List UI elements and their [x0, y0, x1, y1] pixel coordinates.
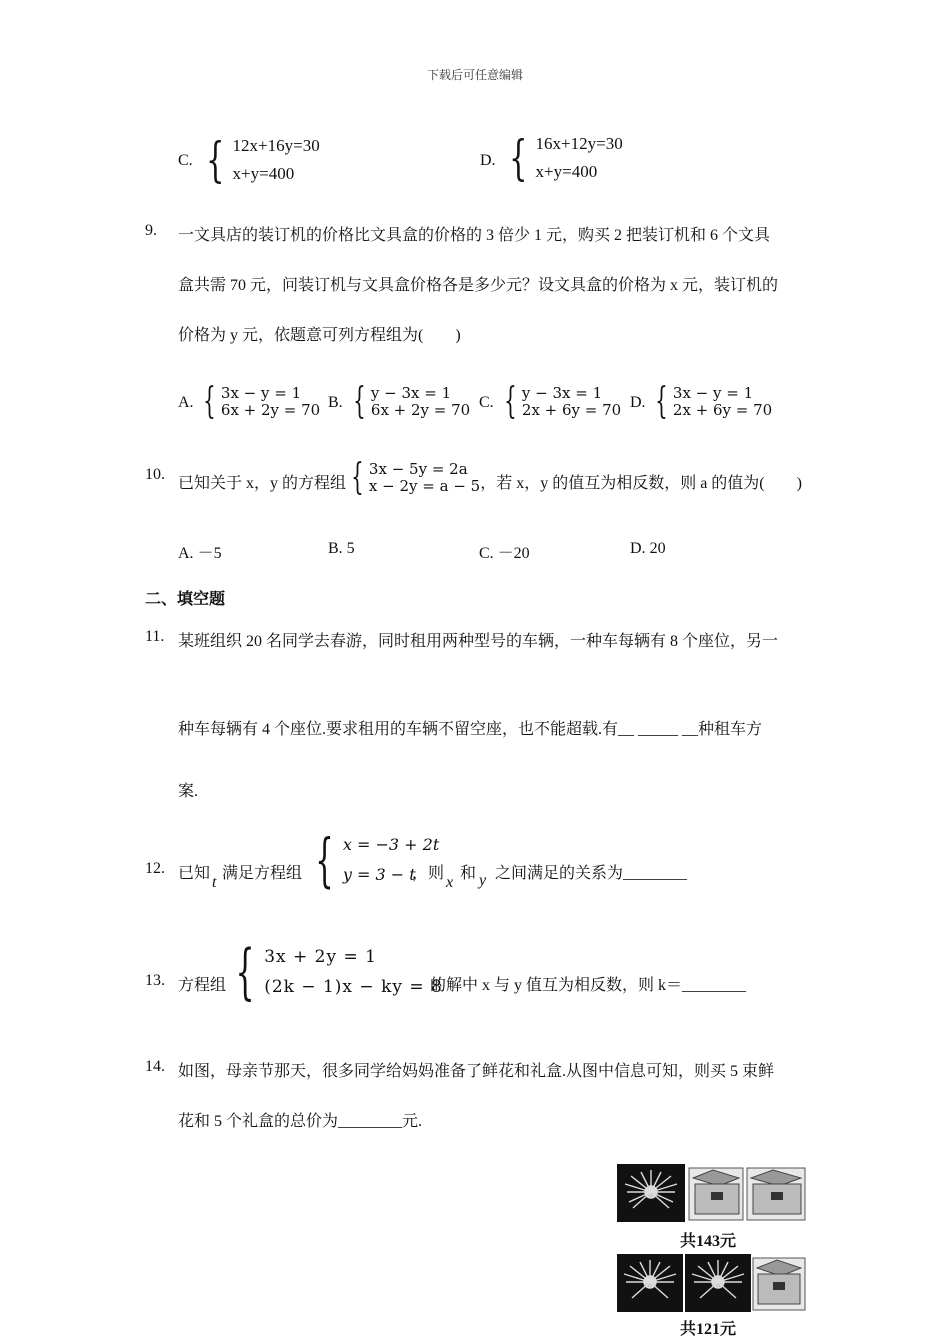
- gift-box-icon: [689, 1168, 743, 1220]
- q13-post: 的解中 x 与 y 值互为相反数，则 k＝________: [430, 977, 747, 994]
- q14-caption2: 共121元: [680, 1321, 737, 1338]
- q14-figure-row2: [617, 1254, 807, 1312]
- q10-eq1: 3x − 5y = 2a: [368, 460, 468, 478]
- brace-icon: {: [504, 381, 517, 422]
- q12-var-y: y: [479, 872, 487, 889]
- q14-figure-row1: [617, 1164, 807, 1222]
- q12-var-x: x: [446, 874, 454, 891]
- brace-icon: {: [655, 381, 668, 422]
- q12-eq1: x = −3 + 2t: [342, 835, 440, 854]
- q12-eq2: y = 3 − t: [342, 865, 416, 884]
- q9-d-eq2: 2x + 6y = 70: [672, 401, 773, 419]
- q9-option-b-label: B.: [328, 394, 343, 411]
- brace-icon: {: [509, 130, 528, 186]
- q10-option-c: C. －20: [479, 545, 530, 562]
- q14-line1: 如图，母亲节那天，很多同学给妈妈准备了鲜花和礼盒.从图中信息可知，则买 5 束鲜: [178, 1063, 775, 1080]
- q9-line3: 价格为 y 元，依题意可列方程组为( ): [178, 327, 461, 344]
- gift-box-icon: [747, 1168, 805, 1220]
- q13-system: [226, 937, 443, 1007]
- q11-line1: 某班组织 20 名同学去春游，同时租用两种型号的车辆，一种车每辆有 8 个座位，另一: [178, 633, 779, 650]
- page-header: 下载后可任意编辑: [426, 68, 523, 82]
- q8-option-c-label: C.: [178, 152, 193, 169]
- q12-pre: 已知: [178, 865, 211, 882]
- q9-option-c-system: [499, 381, 622, 422]
- q12-and: 和: [460, 865, 477, 882]
- q8-d-eq1: 16x+12y=30: [535, 134, 623, 153]
- q8-c-eq1: 12x+16y=30: [232, 136, 320, 155]
- brace-icon: {: [351, 457, 364, 498]
- q9-a-eq1: 3x − y = 1: [220, 384, 302, 402]
- q9-option-d-label: D.: [630, 394, 646, 411]
- q9-b-eq2: 6x + 2y = 70: [370, 401, 471, 419]
- q12-var-t: t: [212, 874, 217, 891]
- q13-eq2: (2k − 1)x − ky = 8: [264, 977, 443, 997]
- q11-line2: 种车每辆有 4 个座位.要求租用的车辆不留空座，也不能超载.有__ _____ __种租车方: [178, 721, 763, 738]
- section-title: 二、填空题: [145, 591, 226, 608]
- q10-pre: 已知关于 x，y 的方程组: [178, 474, 347, 492]
- q12-number: 12.: [145, 860, 165, 877]
- q11-number: 11.: [145, 628, 165, 645]
- flowers-and-box-image: [617, 1254, 807, 1312]
- brace-icon: {: [235, 937, 255, 1007]
- gift-box-icon: [753, 1258, 805, 1310]
- q9-c-eq2: 2x + 6y = 70: [521, 401, 622, 419]
- q14-caption1: 共143元: [680, 1233, 737, 1250]
- q13-number: 13.: [145, 972, 165, 989]
- q13-pre: 方程组: [178, 977, 227, 994]
- q9-c-eq1: y − 3x = 1: [521, 384, 603, 402]
- q8-c-eq2: x+y=400: [232, 164, 295, 183]
- q8-option-d-system: [503, 130, 623, 186]
- q11-line3: 案.: [178, 783, 199, 800]
- q9-option-a-system: [198, 381, 321, 422]
- q8-option-c-system: [200, 132, 320, 188]
- q9-b-eq1: y − 3x = 1: [370, 384, 452, 402]
- q9-a-eq2: 6x + 2y = 70: [220, 401, 321, 419]
- q13-eq1: 3x + 2y = 1: [264, 947, 377, 967]
- q14-number: 14.: [145, 1058, 165, 1075]
- q10-option-a: A. －5: [178, 545, 222, 562]
- q9-line1: 一文具店的装订机的价格比文具盒的价格的 3 倍少 1 元，购买 2 把装订机和 6 个文具: [178, 227, 771, 244]
- q10-option-d: D. 20: [630, 540, 666, 557]
- q14-line2: 花和 5 个礼盒的总价为________元.: [178, 1113, 423, 1130]
- q10-post: ，若 x，y 的值互为相反数，则 a 的值为( ): [480, 474, 802, 492]
- q9-number: 9.: [145, 222, 157, 239]
- q9-option-c-label: C.: [479, 394, 494, 411]
- q9-option-d-system: [650, 381, 773, 422]
- q8-option-d-label: D.: [480, 152, 496, 169]
- q12-post1: ，则: [412, 865, 445, 882]
- q9-option-b-system: [348, 381, 471, 422]
- q12-mid: 满足方程组: [222, 865, 303, 882]
- brace-icon: {: [206, 132, 225, 188]
- brace-icon: {: [353, 381, 366, 422]
- brace-icon: {: [203, 381, 216, 422]
- q10-number: 10.: [145, 466, 165, 483]
- q10-eq2: x − 2y = a − 5: [368, 477, 481, 495]
- q10-stem: [178, 457, 802, 498]
- q8-d-eq2: x+y=400: [535, 162, 598, 181]
- q9-d-eq1: 3x − y = 1: [672, 384, 754, 402]
- brace-icon: {: [315, 826, 334, 894]
- flower-and-boxes-image: [617, 1164, 807, 1222]
- q9-line2: 盒共需 70 元，问装订机与文具盒价格各是多少元？设文具盒的价格为 x 元，装订机的: [178, 277, 779, 294]
- q9-option-a-label: A.: [178, 394, 194, 411]
- q12-post2: 之间满足的关系为________: [495, 865, 688, 882]
- q10-option-b: B. 5: [328, 540, 355, 557]
